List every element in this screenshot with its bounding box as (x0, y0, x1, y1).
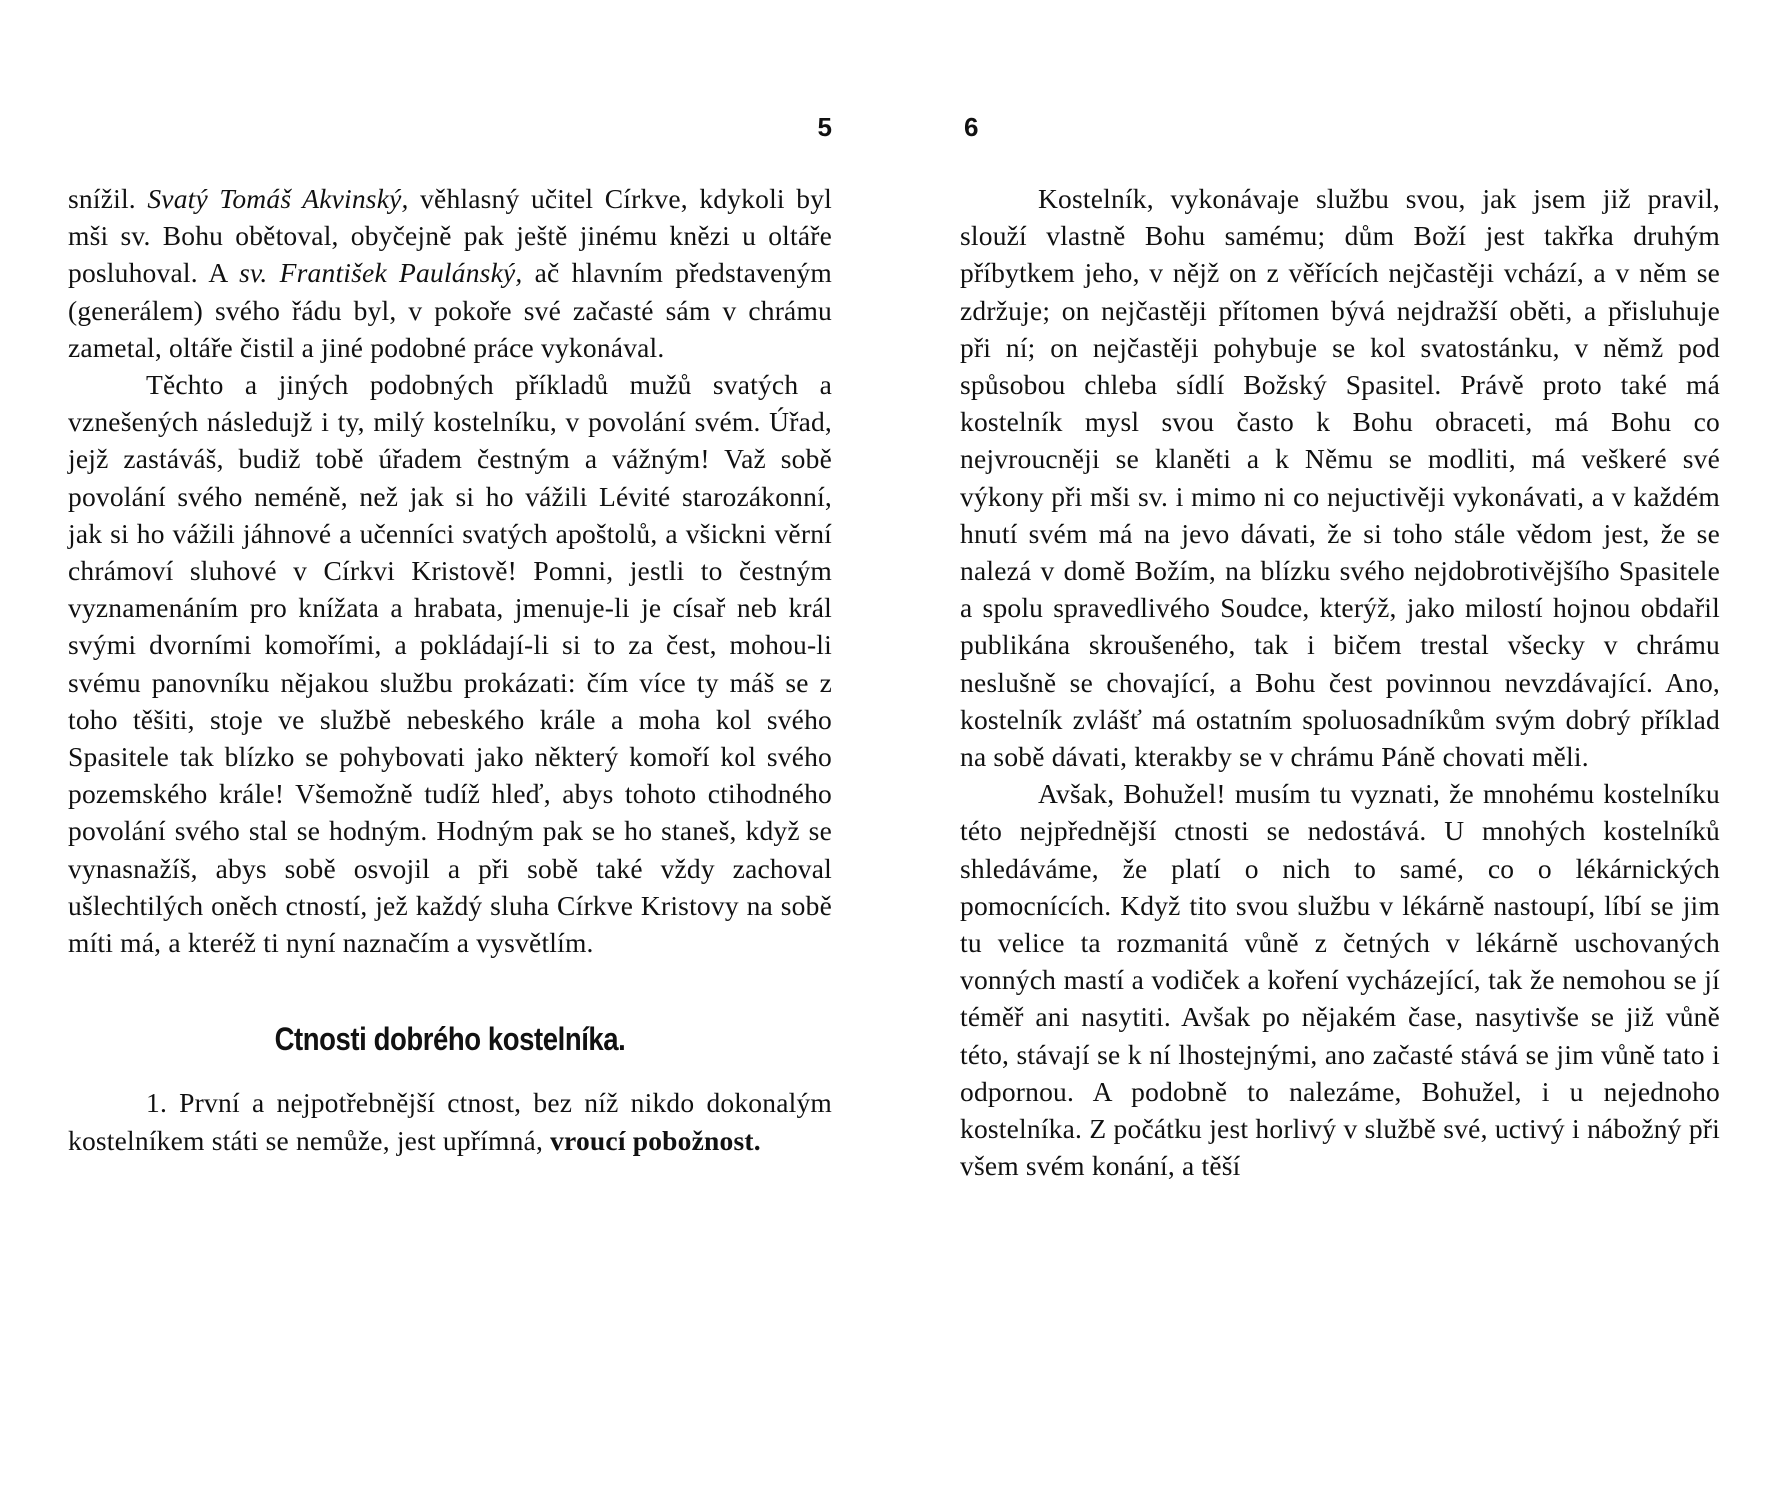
bold-term: vroucí pobožnost. (550, 1124, 761, 1156)
page-number-right: 6 (964, 112, 979, 142)
section-heading: Ctnosti dobrého kostelníka. (274, 1021, 626, 1058)
saint-name-thomas: Svatý Tomáš Akvinský, (147, 183, 409, 214)
left-page-body (68, 180, 832, 1159)
page-number-left: 5 (817, 112, 832, 142)
right-page-body (960, 180, 1720, 1184)
right-paragraph-1: Kostelník, vykonávaje službu svou, jak jsem již pravil, slouží vlastně Bohu samému; dům Boží jest takřka druhým příbytkem jeho, v nějž on z věřících nejčastěji vchází, a v něm se zdržuje; on nejčastěji přítomen bývá nejdražší oběti, a přisluhuje při ní; on nejčastěji pohybuje se kol svatostánku, v němž pod spůsobou chleba sídlí Božský Spasitel. Právě proto také má kostelník mysl svou často k Bohu obraceti, má Bohu co nejvroucněji se klaněti a k Němu se modliti, má veškeré své výkony při mši sv. i mimo ni co nejuctivěji vykonávati, a v každém hnutí svém má na jevo dávati, že si toho stále vědom jest, že se nalezá v domě Božím, na blízku svého nejdobrotivějšího Spasitele a spolu spravedlivého Soudce, kterýž, jako milostí hojnou obdařil publikána skroušeného, tak i bičem trestal všecky v chrámu neslušně se chovající, a Bohu čest povinnou nevzdávající. Ano, kostelník zvlášť má ostatním spoluosadníkům svým dobrý příklad na sobě dávati, kterakby se v chrámu Páně chovati měli. (960, 183, 1720, 773)
left-paragraph-1: snížil. Svatý Tomáš Akvinský, věhlasný učitel Církve, kdykoli byl mši sv. Bohu obětoval, obyčejně pak ještě jinému knězi u oltáře posluhoval. A sv. František Paulánský, ač hlavním představeným (generálem) svého řádu byl, v pokoře své začasté sám v chrámu zametal, oltáře čistil a jiné podobné práce vykonával. (68, 183, 832, 363)
saint-name-francis: sv. František Paulánský, (239, 257, 523, 289)
left-paragraph-2: Těchto a jiných podobných příkladů mužů svatých a vznešených následujž i ty, milý kostelníku, v povolání svém. Úřad, jejž zastáváš, budiž tobě úřadem čestným a vážným! Važ sobě povolání svého neméně, než jak si ho vážili Lévité starozákonní, jak si ho vážili jáhnové a učenníci svatých apoštolů, a všickni věrní chrámoví sluhové v Církvi Kristově! Pomni, jestli to čestným vyznamenáním pro knížata a hrabata, jmenuje-li je císař neb král svými dvorními komořími, a pokládají-li si to za čest, mohou-li svému panovníku nějakou službu prokázati: čím více ty máš se z toho těšiti, stoje ve službě nebeského krále a moha kol svého Spasitele tak blízko se pohybovati jako některý komoří kol svého pozemského krále! Všemožně tudíž hleď, abys tohoto ctihodného povolání svého stal se hodným. Hodným pak se ho staneš, když se vynasnažíš, abys sobě osvojil a při sobě také vždy zachoval ušlechtilých oněch ctností, jež každý sluha Církve Kristovy na sobě míti má, a kteréž ti nyní naznačím a vysvětlím. (68, 369, 832, 959)
left-paragraph-3: 1. První a nejpotřebnější ctnost, bez níž nikdo dokonalým kostelníkem státi se nemůže, jest upřímná, vroucí pobožnost. (68, 1087, 832, 1156)
right-paragraph-2: Avšak, Bohužel! musím tu vyznati, že mnohému kostelníku této nejpřednější ctnosti se nedostává. U mnohých kostelníků shledáváme, že platí o nich to samé, co o lékárnických pomocnících. Když tito svou službu v lékárně nastoupí, líbí se jim tu velice ta rozmanitá vůně z četných v lékárně uschovaných vonných mastí a vodiček a koření vycházející, tak že nemohou se jí téměř ani nasytiti. Avšak po nějakém čase, nasytivše se již vůně této, stávají se k ní lhostejnými, ano začasté stává se jim vůně tato i odpornou. A podobně to nalezáme, Bohužel, i u nejednoho kostelníka. Z počátku jest horlivý v službě své, uctivý i nábožný při všem svém konání, a těší (960, 778, 1720, 1182)
